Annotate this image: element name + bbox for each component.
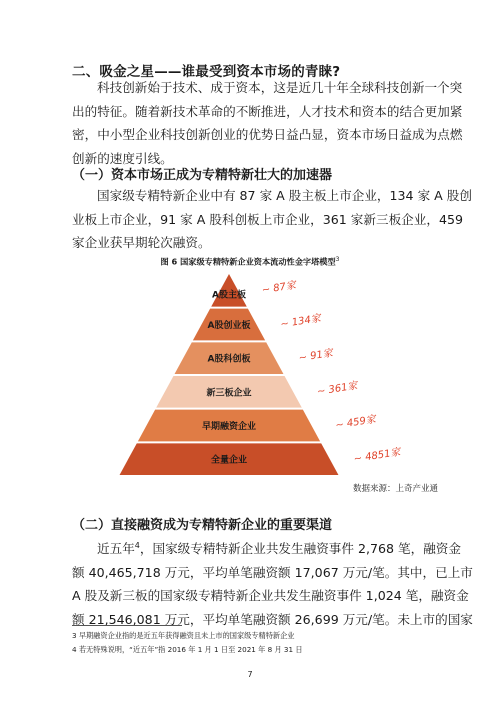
tier-value-label: ~ 4851家 [353,446,402,466]
tier-value-label: ~ 134家 [279,313,322,331]
tier-value-label: ~ 87家 [261,280,297,297]
tier-value-label: ~ 91家 [298,347,334,365]
tier-label: 全量企业 [210,455,248,466]
footnote: 4 若无特殊说明，“近五年”指 2016 年 1 月 1 日至 2021 年 8 月 31 日 [72,645,303,654]
subsection1-heading: （一）资本市场正成为专精特新壮大的加速器 [72,168,333,183]
body-line: 业板上市企业，91 家 A 股科创板上市企业，361 家新三板企业，459 [72,211,463,227]
tier-label: A股创业板 [207,321,251,331]
tier-label: A股科创板 [207,354,251,365]
footnote-ref: 4 [134,541,140,550]
tier-value-label: ~ 459家 [334,414,377,432]
intro-line: 密，中小型企业科技创新创业的优势日益凸显，资本市场日益成为点燃 [72,127,463,142]
body-line: 额 40,465,718 万元，平均单笔融资额 17,067 万元/笔。其中，已上市 [72,564,473,580]
body-line: 家企业获早期轮次融资。 [72,235,211,250]
intro-line: 科技创新始于技术、成于资本，这是近几十年全球科技创新一个突 [97,80,463,95]
footnote: 3 早期融资企业指的是近五年获得融资且未上市的国家级专精特新企业 [72,631,295,640]
subsection2-paragraph [72,534,473,631]
footnote-divider [72,625,182,626]
tier-label: A股主板 [212,290,246,301]
tier-value-label: ~ 361家 [316,380,359,398]
body-line: 额 21,546,081 万元，平均单笔融资额 26,699 万元/笔。未上市的国家 [72,611,473,627]
figure-source: 数据来源：上奇产业通 [352,484,438,494]
section-heading: 二、吸金之星——谁最受到资本市场的青睐? [72,64,341,80]
intro-line: 出的特征。随着新技术革命的不断推进，人才技术和资本的结合更加紧 [72,103,463,119]
subsection2-heading: （二）直接融资成为专精特新企业的重要渠道 [72,518,333,533]
body-line: 国家级专精特新企业中有 87 家 A 股主板上市企业，134 家 A 股创 [97,188,472,203]
intro-line: 创新的速度引线。 [72,150,173,166]
body-line: 近五年$^4$，国家级专精特新企业共发生融资事件 2,768 笔，融资金 [97,541,461,557]
figure-title: 图 6 国家级专精特新企业资本流动性金字塔模型$^3$ [160,256,340,267]
body-line: A 股及新三板的国家级专精特新企业共发生融资事件 1,024 笔，融资金 [72,588,469,604]
page-number: 7 [247,670,253,679]
tier-label: 早期融资企业 [201,422,257,432]
tier-label: 新三板企业 [206,388,252,399]
footnote-ref: 3 [335,256,340,263]
